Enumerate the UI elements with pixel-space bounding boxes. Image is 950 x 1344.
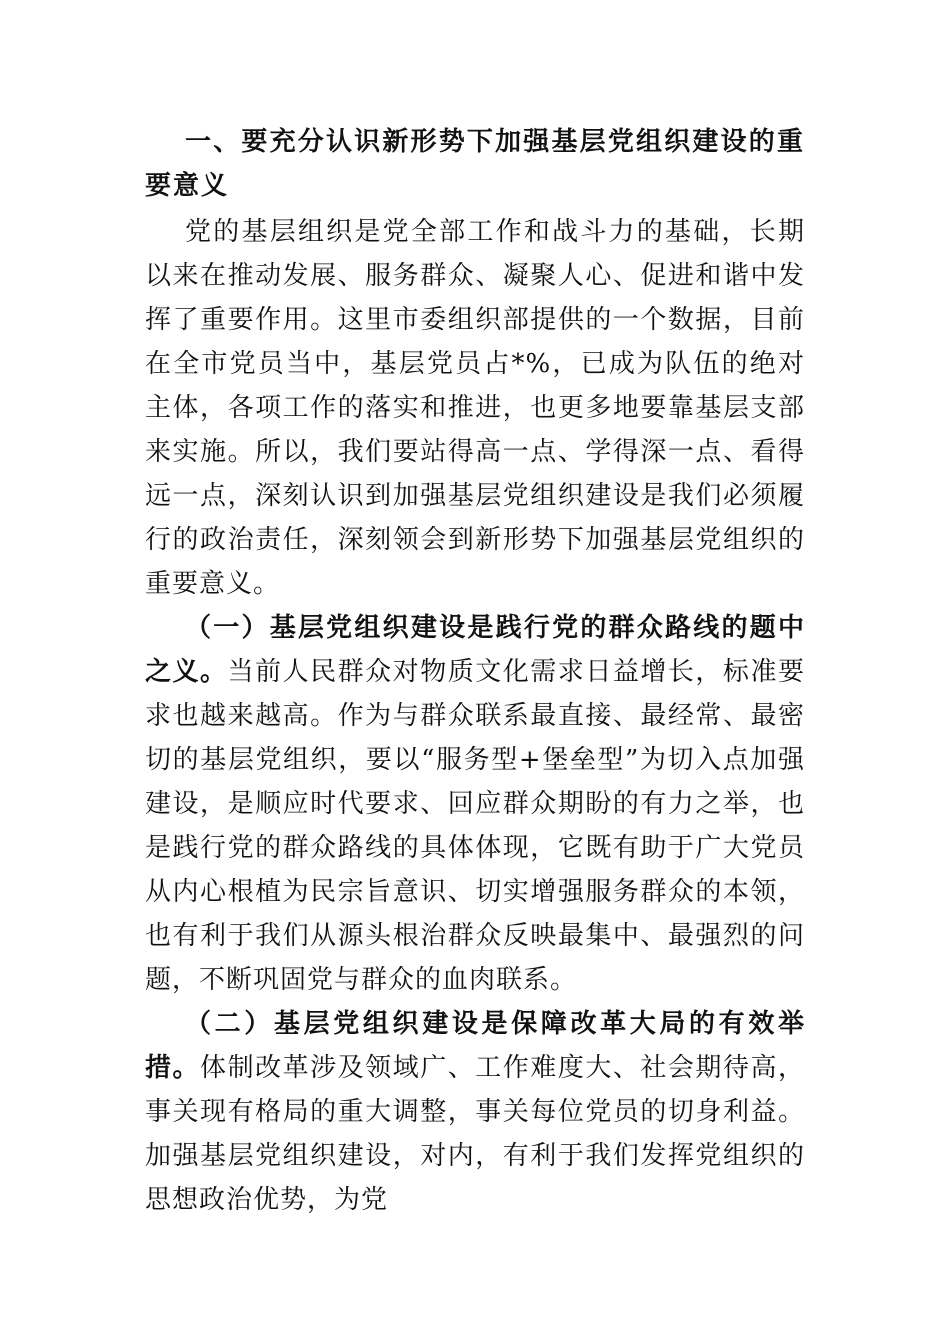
section-heading: 一、要充分认识新形势下加强基层党组织建设的重要意义 [145,127,805,201]
subheading-1: （一）基层党组织建设是践行党的群众路线的题中之义。 [145,613,805,687]
document-body [145,120,805,1222]
paragraph-3 [145,1002,805,1222]
paragraph-2 [145,606,805,1002]
paragraph-1 [145,210,805,606]
paragraph-1-text: 党的基层组织是党全部工作和战斗力的基础，长期以来在推动发展、服务群众、凝聚人心、促进和谐中发挥了重要作用。这里市委组织部提供的一个数据，目前在全市党员当中，基层党员占*%，已成为队伍的绝对主体，各项工作的落实和推进，也更多地要靠基层支部来实施。所以，我们要站得高一点、学得深一点、看得远一点，深刻认识到加强基层党组织建设是我们必须履行的政治责任，深刻领会到新形势下加强基层党组织的重要意义。 [145,217,805,599]
subheading-2: （二）基层党组织建设是保障改革大局的有效举措。 [145,1009,805,1083]
paragraph-3-text: 体制改革涉及领域广、工作难度大、社会期待高，事关现有格局的重大调整，事关每位党员的切身利益。加强基层党组织建设，对内，有利于我们发挥党组织的思想政治优势，为党 [145,1053,805,1215]
paragraph-2-text: 当前人民群众对物质文化需求日益增长，标准要求也越来越高。作为与群众联系最直接、最经常、最密切的基层党组织，要以“服务型+堡垒型”为切入点加强建设，是顺应时代要求、回应群众期盼的有力之举，也是践行党的群众路线的具体体现，它既有助于广大党员从内心根植为民宗旨意识、切实增强服务群众的本领，也有利于我们从源头根治群众反映最集中、最强烈的问题，不断巩固党与群众的血肉联系。 [145,657,805,995]
